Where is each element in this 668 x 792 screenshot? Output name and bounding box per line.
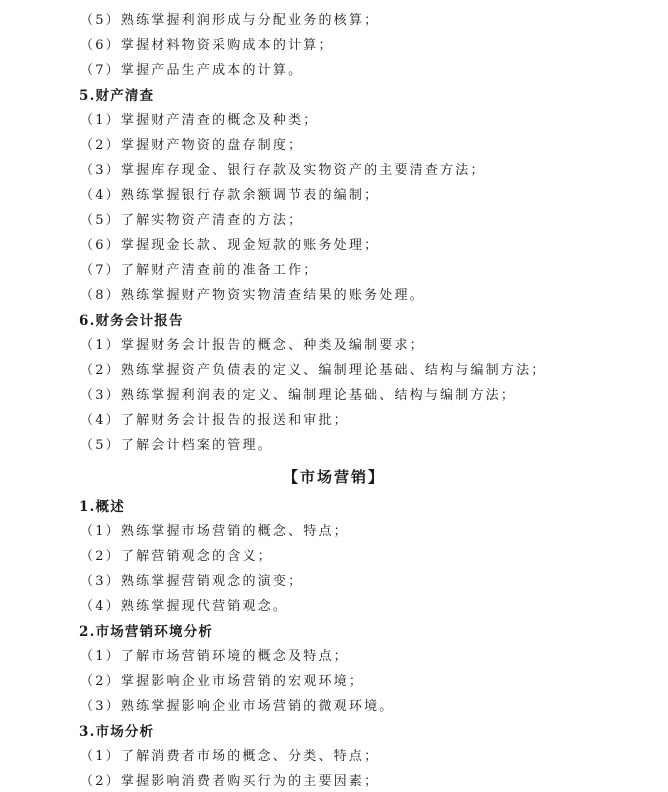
list-item: （2）掌握影响消费者购买行为的主要因素； [80, 774, 380, 789]
list-item: （2）了解营销观念的含义； [80, 549, 273, 564]
list-item: （1）掌握财务会计报告的概念、种类及编制要求； [80, 338, 425, 353]
list-item: （8）熟练掌握财产物资实物清查结果的账务处理。 [80, 288, 425, 303]
list-item: （1）掌握财产清查的概念及种类； [80, 113, 319, 128]
list-item: （4）熟练掌握银行存款余额调节表的编制； [80, 188, 380, 203]
list-item: （1）了解市场营销环境的概念及特点； [80, 649, 349, 664]
list-item: （7）掌握产品生产成本的计算。 [80, 63, 304, 78]
list-item: （2）掌握影响企业市场营销的宏观环境； [80, 674, 365, 689]
section-heading: 1.概述 [79, 499, 125, 515]
section-heading: 3.市场分析 [79, 724, 155, 740]
list-item: （4）了解财务会计报告的报送和审批； [80, 413, 349, 428]
list-item: （3）掌握库存现金、银行存款及实物资产的主要清查方法； [80, 163, 486, 178]
chapter-title: 【市场营销】 [282, 468, 385, 486]
list-item: （3）熟练掌握营销观念的演变； [80, 574, 304, 589]
list-item: （1）熟练掌握市场营销的概念、特点； [80, 524, 349, 539]
list-item: （3）熟练掌握利润表的定义、编制理论基础、结构与编制方法； [80, 388, 517, 403]
list-item: （6）掌握材料物资采购成本的计算； [80, 38, 334, 53]
list-item: （2）熟练掌握资产负债表的定义、编制理论基础、结构与编制方法； [80, 363, 547, 378]
list-item: （2）掌握财产物资的盘存制度； [80, 138, 304, 153]
list-item: （5）熟练掌握利润形成与分配业务的核算； [80, 13, 380, 28]
list-item: （5）了解实物资产清查的方法； [80, 213, 304, 228]
section-heading: 5.财产清查 [79, 88, 155, 104]
list-item: （4）熟练掌握现代营销观念。 [80, 599, 289, 614]
list-item: （7）了解财产清查前的准备工作； [80, 263, 319, 278]
section-heading: 2.市场营销环境分析 [79, 624, 214, 640]
list-item: （5）了解会计档案的管理。 [80, 438, 273, 453]
list-item: （3）熟练掌握影响企业市场营销的微观环境。 [80, 699, 395, 714]
section-heading: 6.财务会计报告 [79, 313, 184, 329]
list-item: （1）了解消费者市场的概念、分类、特点； [80, 749, 380, 764]
list-item: （6）掌握现金长款、现金短款的账务处理； [80, 238, 380, 253]
